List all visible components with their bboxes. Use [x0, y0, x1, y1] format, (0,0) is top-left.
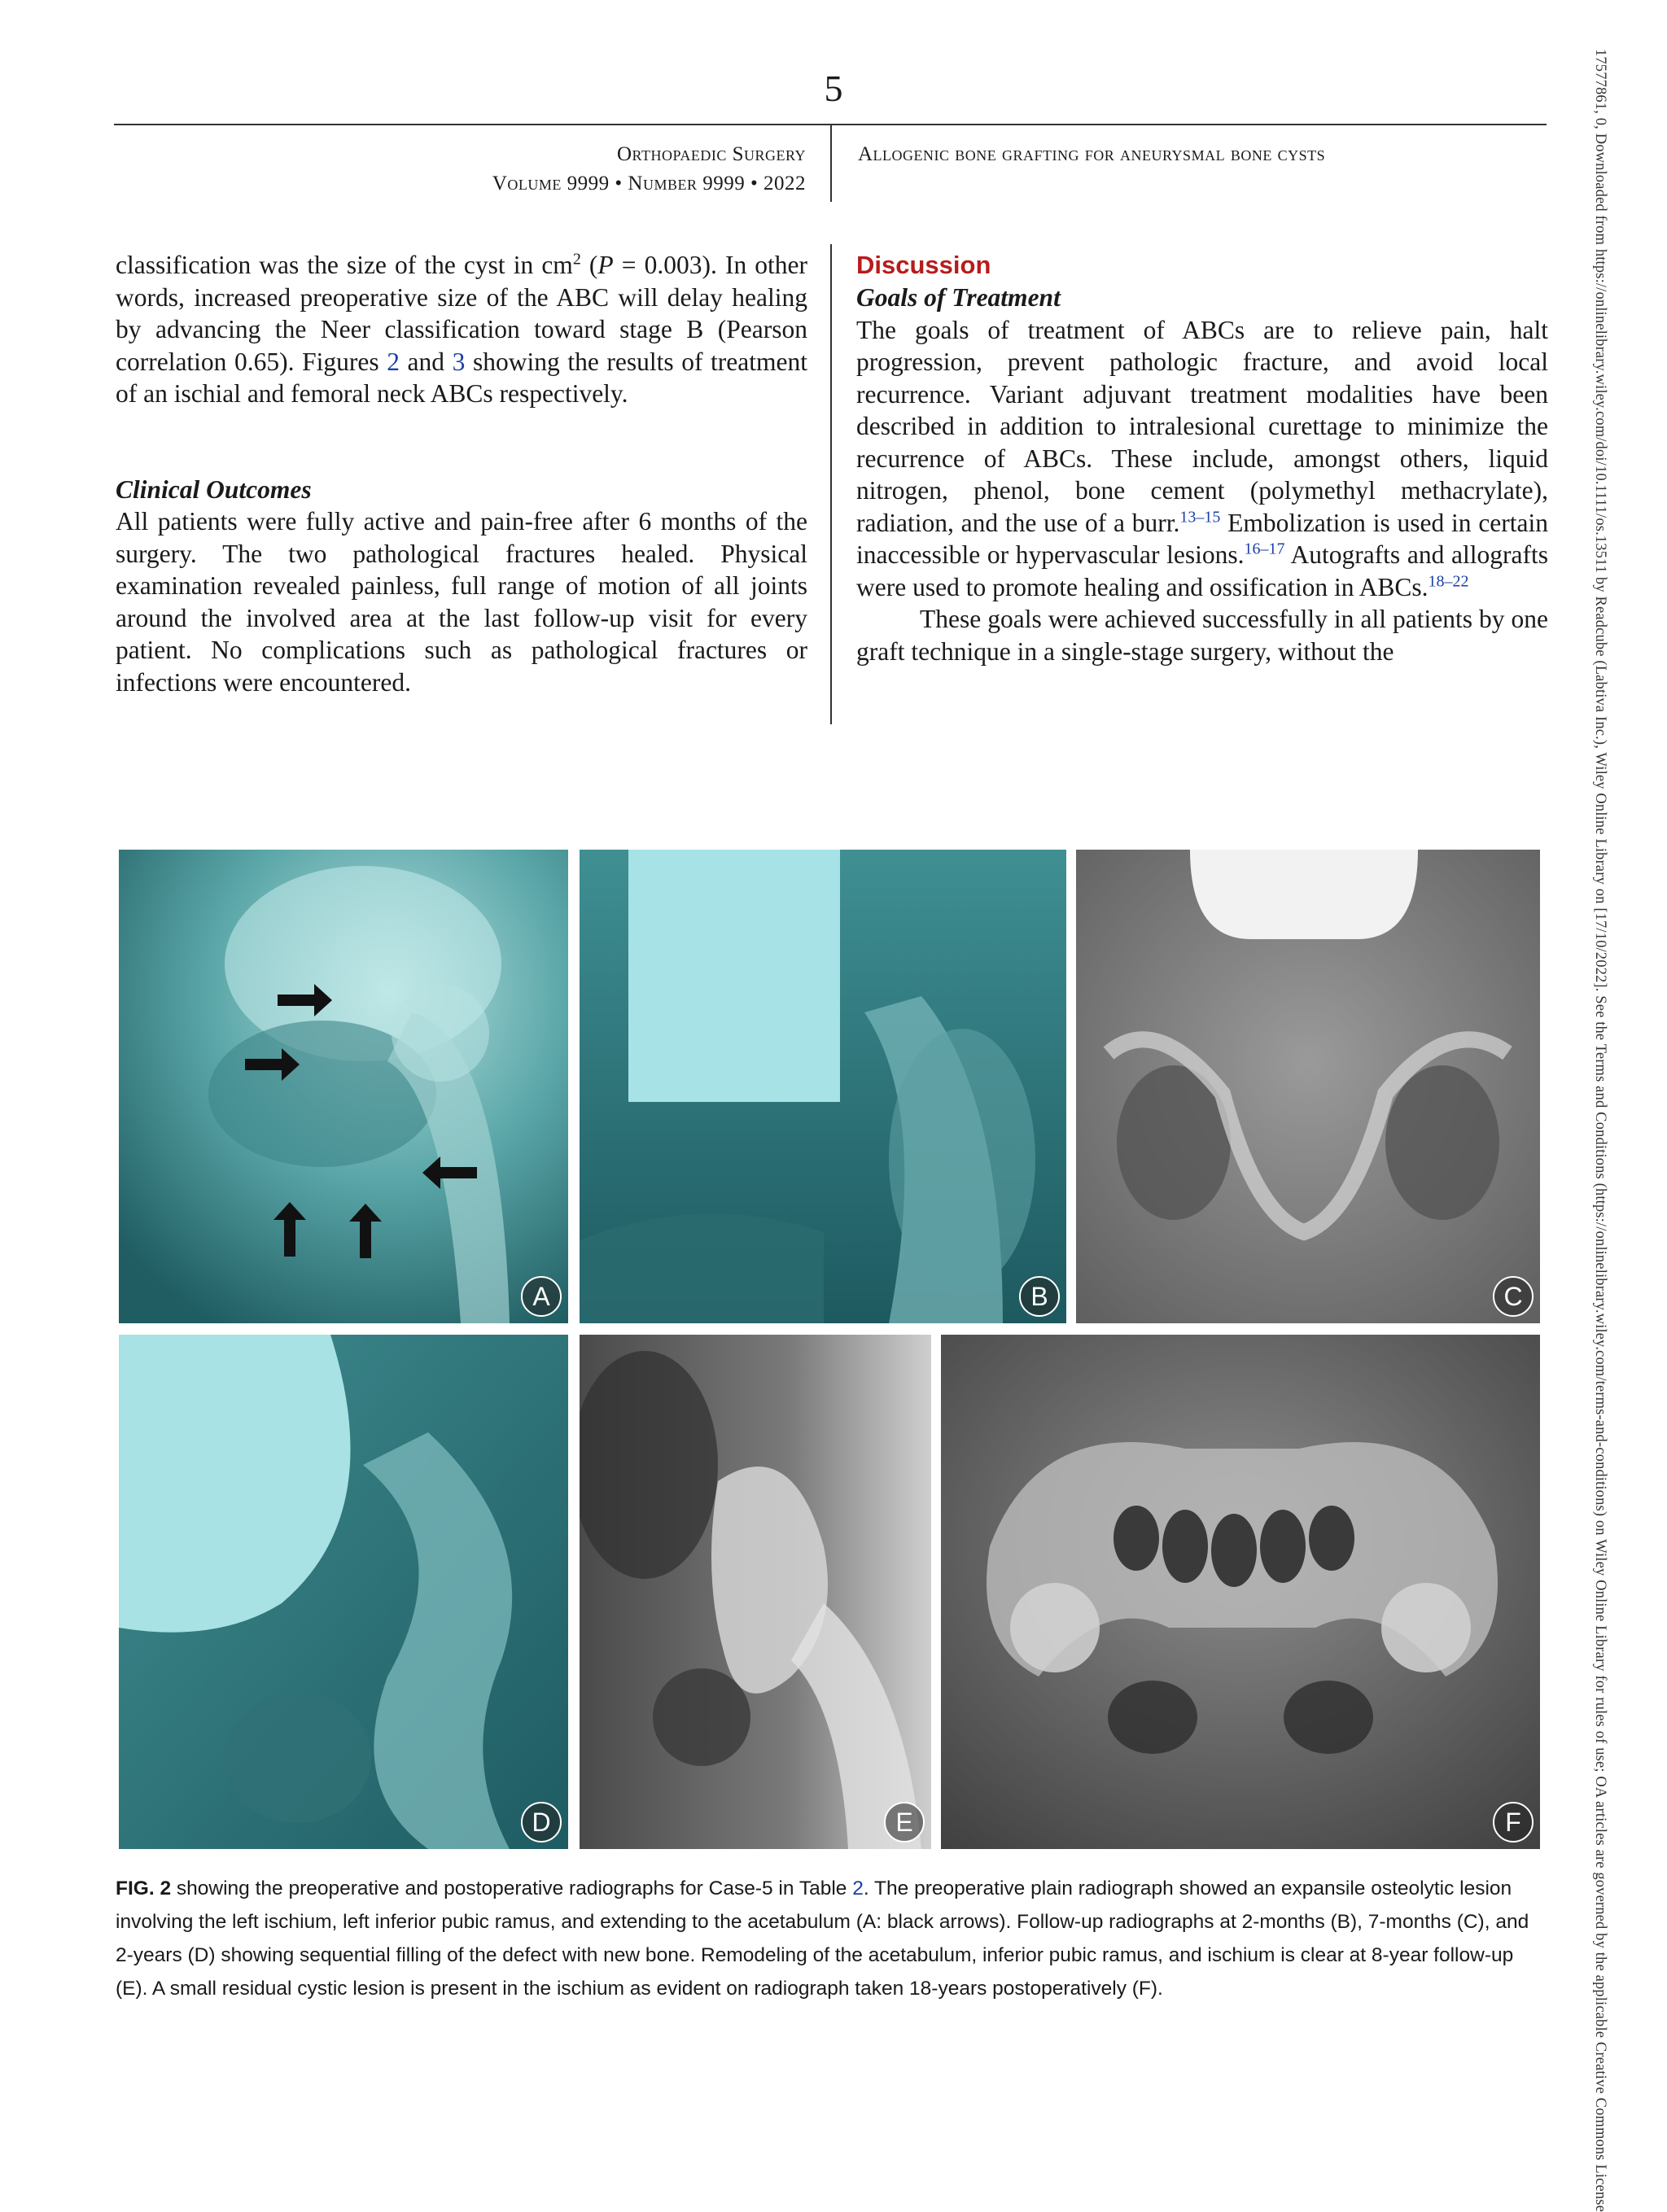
radiograph-e-image: [580, 1335, 931, 1849]
radiograph-c-image: [1076, 850, 1540, 1323]
radiograph-panel-d: [119, 1335, 568, 1849]
journal-issue: Volume 9999 • Number 9999 • 2022: [492, 173, 806, 195]
figure-label: FIG. 2: [116, 1878, 172, 1899]
goals-heading: Goals of Treatment: [856, 283, 1061, 312]
panel-label-d: D: [521, 1802, 562, 1843]
figure-3-link[interactable]: 3: [452, 347, 466, 376]
goals-continuation-paragraph: These goals were achieved successfully in all patients by one graft technique in a single-stage surgery, without the: [856, 605, 1548, 666]
panel-label-e: E: [884, 1802, 925, 1843]
discussion-heading: Discussion: [856, 251, 991, 279]
column-divider: [830, 244, 832, 724]
journal-header: [492, 140, 806, 199]
panel-label-a: A: [521, 1276, 562, 1317]
radiograph-b-image: [580, 850, 1066, 1323]
figure-2-link[interactable]: 2: [387, 347, 400, 376]
panel-label-c: C: [1493, 1276, 1534, 1317]
radiograph-d-image: [119, 1335, 568, 1849]
panel-label-b: B: [1019, 1276, 1060, 1317]
radiograph-panel-c: [1076, 850, 1540, 1323]
table-2-link[interactable]: 2: [852, 1878, 864, 1899]
radiograph-panel-f: [941, 1335, 1540, 1849]
ref-13-15-link[interactable]: 13–15: [1179, 508, 1221, 526]
ref-16-17-link[interactable]: 16–17: [1244, 540, 1285, 558]
panel-label-f: F: [1493, 1802, 1534, 1843]
ref-18-22-link[interactable]: 18–22: [1428, 572, 1469, 590]
radiograph-f-image: [941, 1335, 1540, 1849]
right-column: [856, 249, 1548, 667]
clinical-outcomes-heading: Clinical Outcomes: [116, 474, 312, 504]
clinical-outcomes-paragraph: All patients were fully active and pain-free after 6 months of the surgery. The two pathological fractures healed. Physical examination revealed painless, full range of motion of all joints around the involved area at the last follow-up visit for every patient. No complications such as pathological fractures or infections were encountered.: [116, 507, 807, 697]
header-divider: [830, 124, 832, 202]
goals-paragraph: The goals of treatment of ABCs are to relieve pain, halt progression, prevent pathologic fracture, and avoid local recurrence. Variant adjuvant treatment modalities have been described in addition to intralesional curettage to minimize the recurrence of ABCs. These include, amongst others, liquid nitrogen, phenol, bone cement (polymethyl methacrylate), radiation, and the use of a burr.$^{13-15}$ Embolization is used in certain inaccessible or hypervascular lesions.$^{16-17}$ Autografts and allografts were used to promote healing and ossification in ABCs.$^{18-22}$: [856, 315, 1549, 601]
results-paragraph: classification was the size of the cyst in $cm^2$ (P = 0.003). In other words, increased preoperative size of the ABC will delay healing by advancing the Neer classification toward stage B (Pearson correlation 0.65). Figures 2 and 3 showing the results of treatment of an ischial and femoral neck ABCs respectively.: [116, 250, 808, 408]
radiograph-a-image: [119, 850, 568, 1323]
left-column: [116, 249, 807, 698]
page-number: 5: [824, 68, 843, 109]
journal-name: Orthopaedic Surgery: [617, 143, 806, 165]
running-title: Allogenic bone grafting for aneurysmal bone cysts: [858, 143, 1326, 165]
radiograph-panel-b: [580, 850, 1066, 1323]
radiograph-panel-e: [580, 1335, 931, 1849]
download-notice: 17577861, 0, Downloaded from https://onlinelibrary.wiley.com/doi/10.1111/os.13511 by Readcube (Labtiva Inc.), Wiley Online Library on [17/10/2022]. See the Terms and Conditions (https://onlinelibrary.wiley.com/terms-and-conditions) on Wiley Online Library for rules of use; OA articles are governed by the applicable Creative Commons License: [1592, 49, 1608, 2212]
radiograph-panel-a: [119, 850, 568, 1323]
figure-caption: FIG. 2 showing the preoperative and postoperative radiographs for Case-5 in Table 2. The preoperative plain radiograph showed an expansile osteolytic lesion involving the left ischium, left inferior pubic ramus, and extending to the acetabulum (A: black arrows). Follow-up radiographs at 2-months (B), 7-months (C), and 2-years (D) showing sequential filling of the defect with new bone. Remodeling of the acetabulum, inferior pubic ramus, and ischium is clear at 8-year follow-up (E). A small residual cystic lesion is present in the ischium as evident on radiograph taken 18-years postoperatively (F).: [116, 1878, 1529, 2000]
